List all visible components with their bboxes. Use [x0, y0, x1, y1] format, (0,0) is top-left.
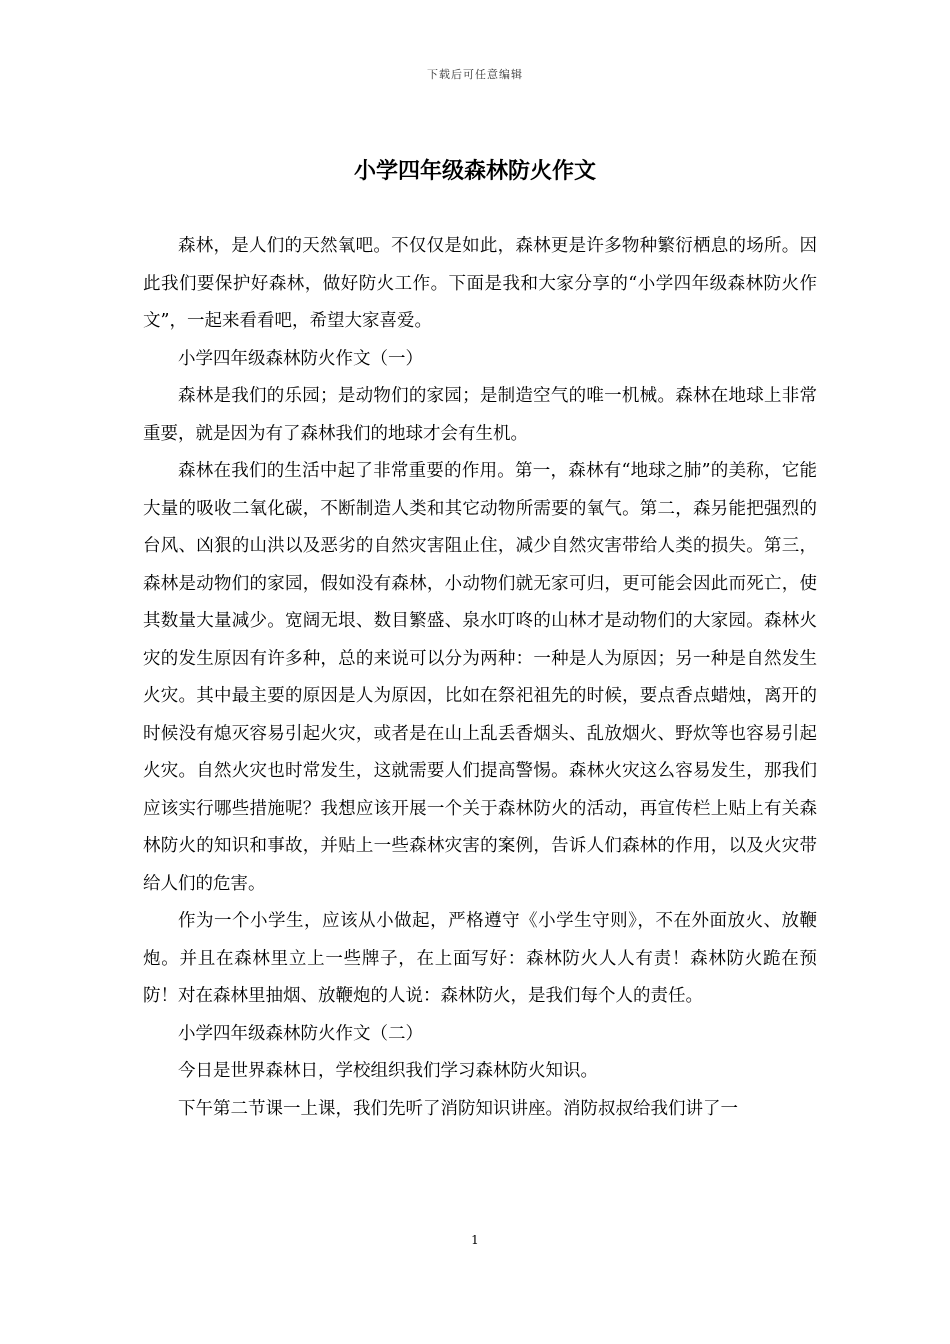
- paragraph: 森林在我们的生活中起了非常重要的作用。第一，森林有“地球之肺”的美称，它能大量的吸收二氧化碳，不断制造人类和其它动物所需要的氧气。第二，森另能把强烈的台风、凶狠的山洪以及恶劣的自然灾害阻止住，减少自然灾害带给人类的损失。第三，森林是动物们的家园，假如没有森林，小动物们就无家可归，更可能会因此而死亡，使其数量大量减少。宽阔无垠、数目繁盛、泉水叮咚的山林才是动物们的大家园。森林火灾的发生原因有许多种，总的来说可以分为两种：一种是人为原因；另一种是自然发生火灾。其中最主要的原因是人为原因，比如在祭祀祖先的时候，要点香点蜡烛，离开的时候没有熄灭容易引起火灾，或者是在山上乱丢香烟头、乱放烟火、野炊等也容易引起火灾。自然火灾也时常发生，这就需要人们提高警惕。森林火灾这么容易发生，那我们应该实行哪些措施呢？我想应该开展一个关于森林防火的活动，再宣传栏上贴上有关森林防火的知识和事故，并贴上一些森林灾害的案例，告诉人们森林的作用，以及火灾带给人们的危害。: [143, 461, 817, 894]
- paragraph: 森林是我们的乐园；是动物们的家园；是制造空气的唯一机械。森林在地球上非常重要，就是因为有了森林我们的地球才会有生机。: [143, 386, 817, 444]
- document-body: [143, 228, 817, 1128]
- document-title: 小学四年级森林防火作文: [353, 159, 596, 184]
- paragraph-intro: 森林，是人们的天然氧吧。不仅仅是如此，森林更是许多物种繁衍栖息的场所。因此我们要保护好森林，做好防火工作。下面是我和大家分享的“小学四年级森林防火作文”，一起来看看吧，希望大家喜爱。: [143, 236, 817, 331]
- section-heading-2: 小学四年级森林防火作文（二）: [178, 1023, 423, 1044]
- header-note: 下载后可任意编辑: [427, 68, 523, 81]
- page-number: 1: [471, 1233, 479, 1247]
- section-heading-1: 小学四年级森林防火作文（一）: [178, 348, 423, 369]
- paragraph: 今日是世界森林日，学校组织我们学习森林防火知识。: [178, 1061, 598, 1081]
- paragraph: 下午第二节课一上课，我们先听了消防知识讲座。消防叔叔给我们讲了一: [178, 1098, 738, 1119]
- paragraph: 作为一个小学生，应该从小做起，严格遵守《小学生守则》，不在外面放火、放鞭炮。并且在森林里立上一些牌子，在上面写好：森林防火人人有责！森林防火跪在预防！对在森林里抽烟、放鞭炮的人说：森林防火，是我们每个人的责任。: [143, 911, 817, 1006]
